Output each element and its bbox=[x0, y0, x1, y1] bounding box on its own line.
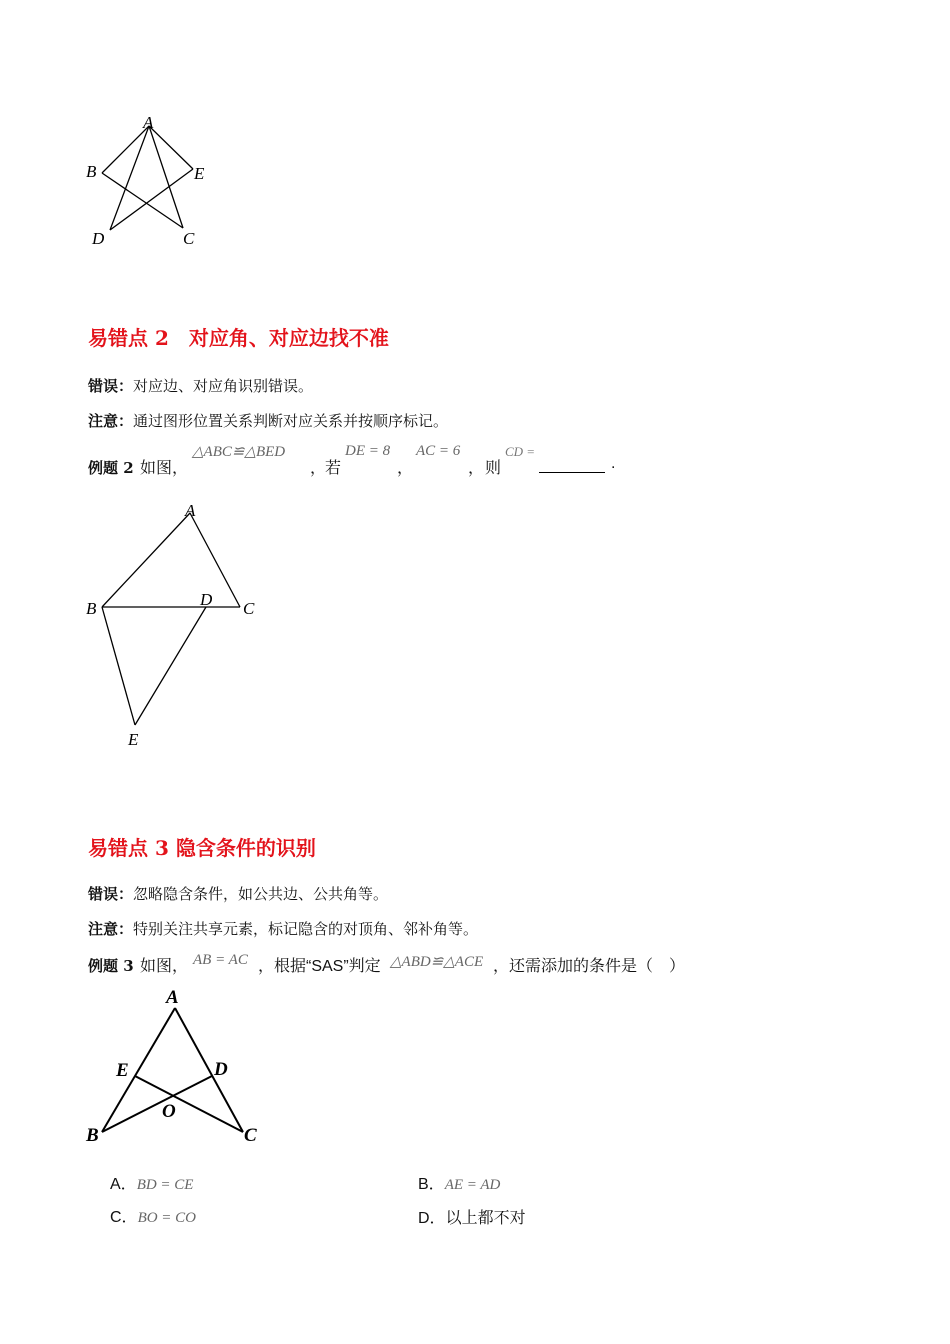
label-a: A bbox=[185, 501, 196, 520]
section-2-note bbox=[88, 410, 448, 431]
figure-2 bbox=[80, 495, 280, 755]
if-word: 若 bbox=[325, 460, 342, 477]
option-c-letter: C． bbox=[110, 1209, 138, 1226]
math-congruent: △ABC≌△BED bbox=[192, 444, 286, 460]
example-3-lead: 如图， bbox=[140, 958, 189, 975]
option-b-letter: B． bbox=[418, 1176, 445, 1193]
example-2-label: 例题 2 bbox=[88, 459, 134, 477]
end-period: . bbox=[611, 455, 616, 472]
comma-1: ， bbox=[310, 460, 327, 477]
option-b[interactable] bbox=[418, 1171, 500, 1194]
math-cong-3: △ABD≌△ACE bbox=[390, 954, 484, 970]
label-c: C bbox=[183, 229, 195, 248]
note-text: 通过图形位置关系判断对应关系并按顺序标记。 bbox=[133, 412, 449, 430]
label-o: O bbox=[162, 1101, 176, 1122]
error-label: 错误： bbox=[88, 377, 134, 395]
error-label: 错误： bbox=[88, 885, 134, 903]
figure-1 bbox=[80, 110, 220, 255]
note-label: 注意： bbox=[88, 412, 134, 430]
note-text: 特别关注共享元素，标记隐含的对顶角、邻补角等。 bbox=[133, 920, 479, 938]
answer-blank[interactable] bbox=[539, 458, 605, 477]
option-a[interactable] bbox=[110, 1171, 193, 1194]
label-b: B bbox=[86, 1125, 99, 1146]
option-a-text: BD = CE bbox=[136, 1177, 194, 1193]
option-c-text: BO = CO bbox=[137, 1210, 197, 1226]
label-e: E bbox=[128, 730, 139, 749]
label-a: A bbox=[143, 113, 154, 132]
math-ac: AC = 6 bbox=[416, 443, 461, 459]
option-b-text: AE = AD bbox=[444, 1177, 501, 1193]
label-e: E bbox=[116, 1060, 129, 1081]
example-3-tail: ，还需添加的条件是（ ） bbox=[493, 958, 686, 975]
math-cd: CD = bbox=[505, 444, 536, 459]
section-2-error bbox=[88, 375, 313, 396]
section-3-title: 易错点 3 隐含条件的识别 bbox=[88, 836, 316, 860]
label-c: C bbox=[244, 1125, 257, 1146]
label-b: B bbox=[86, 599, 97, 618]
math-de: DE = 8 bbox=[345, 443, 391, 459]
comma-2: ， bbox=[397, 460, 414, 477]
example-2-lead: 如图， bbox=[140, 460, 189, 477]
label-a: A bbox=[166, 987, 179, 1008]
math-ab-ac: AB = AC bbox=[193, 952, 248, 968]
note-label: 注意： bbox=[88, 920, 134, 938]
option-c[interactable] bbox=[110, 1204, 196, 1227]
error-text: 对应边、对应角识别错误。 bbox=[133, 377, 314, 395]
example-3-label: 例题 3 bbox=[88, 957, 134, 975]
section-2-title: 易错点 2 对应角、对应边找不准 bbox=[88, 326, 389, 350]
option-a-letter: A． bbox=[110, 1176, 137, 1193]
label-d: D bbox=[92, 229, 105, 248]
label-d: D bbox=[200, 590, 213, 609]
then-word: 则 bbox=[485, 460, 502, 477]
section-3-error bbox=[88, 883, 388, 904]
label-e: E bbox=[194, 164, 205, 183]
option-d[interactable] bbox=[418, 1205, 526, 1228]
comma-3: ， bbox=[468, 460, 485, 477]
section-3-note bbox=[88, 918, 478, 939]
figure-3 bbox=[80, 980, 280, 1150]
option-d-letter: D． bbox=[418, 1210, 446, 1227]
example-3-mid: ，根据“SAS”判定 bbox=[258, 958, 381, 975]
label-c: C bbox=[243, 599, 255, 618]
option-d-text: 以上都不对 bbox=[445, 1210, 526, 1227]
error-text: 忽略隐含条件，如公共边、公共角等。 bbox=[133, 885, 389, 903]
label-b: B bbox=[86, 162, 97, 181]
label-d: D bbox=[214, 1059, 228, 1080]
